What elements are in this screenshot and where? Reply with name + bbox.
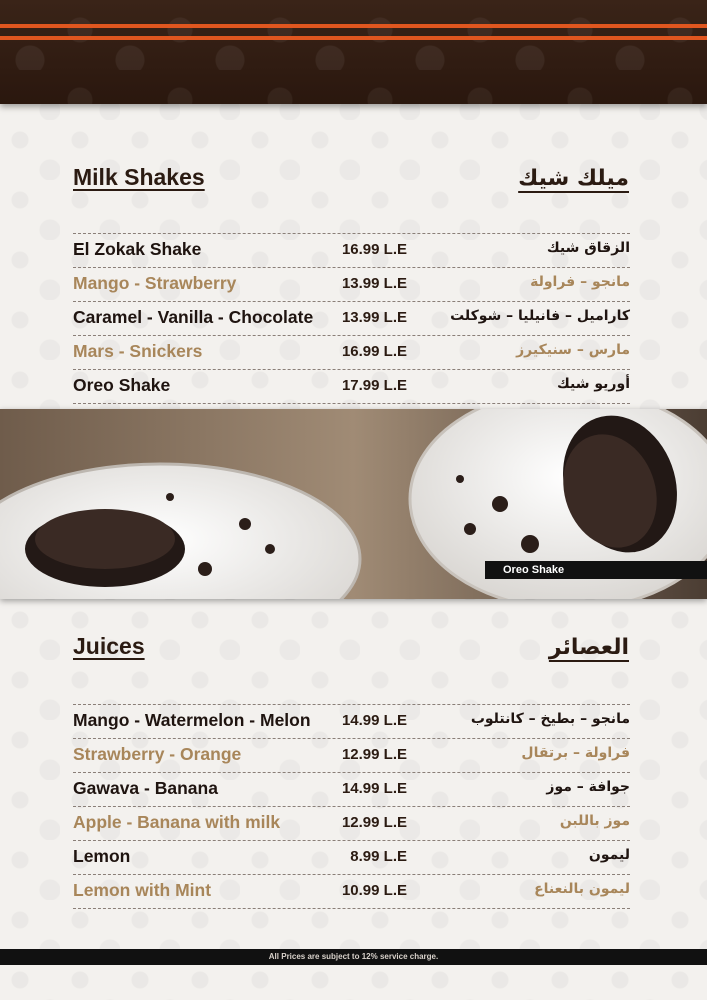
item-name: Mango - Strawberry bbox=[73, 273, 237, 293]
menu-row bbox=[73, 233, 630, 268]
item-name-arabic: موز باللبن bbox=[559, 813, 630, 829]
item-name-arabic: مانجو – بطيخ – كانتلوب bbox=[470, 711, 630, 727]
juices-title-arabic: العصائر bbox=[548, 635, 629, 660]
item-price: 14.99 L.E bbox=[341, 780, 407, 797]
item-price: 13.99 L.E bbox=[341, 275, 407, 292]
item-name-arabic: فراولة – برتقال bbox=[521, 745, 630, 761]
header-stripe bbox=[0, 24, 707, 28]
item-name: Caramel - Vanilla - Chocolate bbox=[73, 307, 314, 327]
item-name: Mango - Watermelon - Melon bbox=[73, 710, 311, 730]
item-price: 8.99 L.E bbox=[350, 848, 407, 865]
menu-row bbox=[73, 336, 630, 370]
item-price: 12.99 L.E bbox=[341, 746, 407, 763]
menu-row bbox=[73, 841, 630, 875]
item-name-arabic: مارس – سنيكيرز bbox=[516, 342, 630, 358]
milkshakes-title-arabic: ميلك شيك bbox=[518, 166, 629, 191]
item-price: 12.99 L.E bbox=[341, 814, 407, 831]
juices-title: Juices bbox=[73, 633, 145, 659]
item-name-arabic: مانجو – فراولة bbox=[530, 274, 630, 290]
item-name: Apple - Banana with milk bbox=[73, 812, 281, 832]
item-name: Lemon with Mint bbox=[73, 880, 212, 900]
item-price: 13.99 L.E bbox=[341, 309, 407, 326]
menu-row bbox=[73, 875, 630, 909]
menu-row bbox=[73, 773, 630, 807]
item-name: Strawberry - Orange bbox=[73, 744, 242, 764]
item-name: El Zokak Shake bbox=[73, 239, 202, 259]
item-price: 10.99 L.E bbox=[341, 882, 407, 899]
header-stripe bbox=[0, 36, 707, 40]
juices-list bbox=[73, 704, 630, 909]
item-name: Gawava - Banana bbox=[73, 778, 218, 798]
item-name-arabic: كاراميل – فانيليا – شوكلت bbox=[450, 308, 630, 324]
item-price: 17.99 L.E bbox=[341, 377, 407, 394]
item-price: 14.99 L.E bbox=[341, 712, 407, 729]
menu-row bbox=[73, 268, 630, 302]
item-price: 16.99 L.E bbox=[341, 343, 407, 360]
item-name-arabic: أوريو شيك bbox=[557, 376, 630, 392]
milkshakes-list bbox=[73, 233, 630, 404]
item-price: 16.99 L.E bbox=[341, 241, 407, 258]
header-band bbox=[0, 0, 707, 104]
item-name-arabic: ليمون bbox=[588, 847, 630, 863]
menu-row bbox=[73, 370, 630, 404]
menu-row bbox=[73, 704, 630, 739]
service-charge-note: All Prices are subject to 12% service charge. bbox=[0, 949, 707, 965]
item-name-arabic: الزقاق شيك bbox=[546, 240, 630, 256]
item-name: Mars - Snickers bbox=[73, 341, 203, 361]
milkshakes-title: Milk Shakes bbox=[73, 164, 205, 190]
item-name: Lemon bbox=[73, 846, 131, 866]
menu-row bbox=[73, 807, 630, 841]
item-name-arabic: جوافة – موز bbox=[546, 779, 630, 795]
item-name-arabic: ليمون بالنعناع bbox=[534, 881, 630, 897]
item-name: Oreo Shake bbox=[73, 375, 171, 395]
menu-row bbox=[73, 302, 630, 336]
menu-row bbox=[73, 739, 630, 773]
photo-caption: Oreo Shake bbox=[485, 561, 707, 579]
